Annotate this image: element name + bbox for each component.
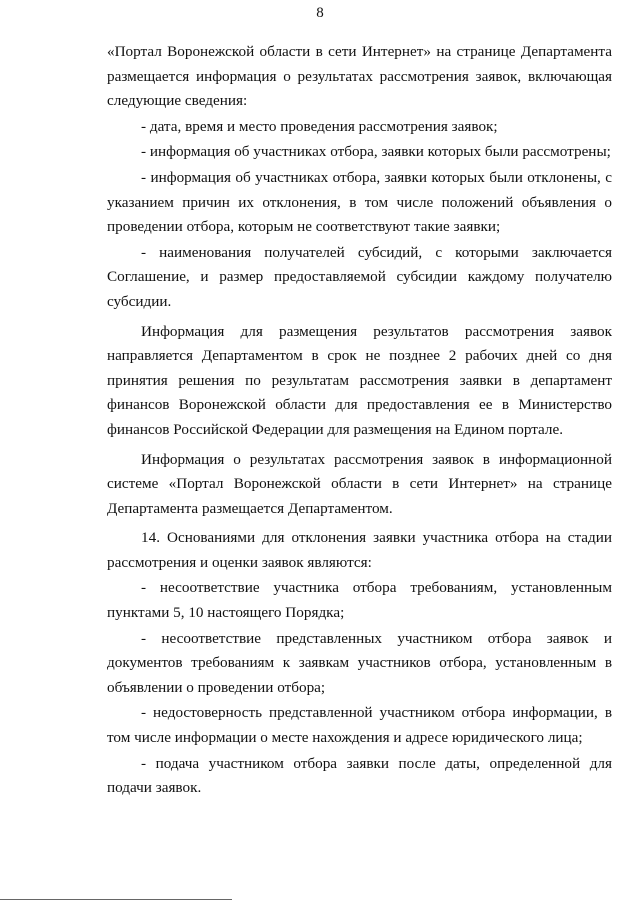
page-number: 8: [316, 5, 324, 21]
footer-divider-line: [0, 899, 232, 900]
paragraph-results-submission: Информация для размещения результатов рассмотрения заявок направляется Департаментом в срок не позднее 2 рабочих дней со дня принятия решения по результатам рассмотрения заявки в департамент финансов Воронежской области для предоставления ее в Министерство финансов Российской Федерации для размещения на Едином портале.: [107, 322, 612, 438]
list-item-false-information: - недостоверность представленной участником отбора информации, в том числе информации о месте нахождения и адресе юридического лица;: [107, 704, 612, 747]
list-item-subsidy-recipients: - наименования получателей субсидий, с которыми заключается Соглашение, и размер предоставляемой субсидии каждому получателю субсидии.: [107, 243, 612, 310]
list-item-rejected-participants: - информация об участниках отбора, заявки которых были отклонены, с указанием причин их отклонения, в том числе положений объявления о проведении отбора, которым не соответствуют такие заявки;: [107, 168, 612, 236]
list-item-documents-mismatch: - несоответствие представленных участником отбора заявок и документов требованиям к заявкам участников отбора, установленным в объявлении о проведении отбора;: [107, 629, 612, 696]
list-item-late-submission: - подача участником отбора заявки после даты, определенной для подачи заявок.: [107, 754, 612, 797]
paragraph-section-14: 14. Основаниями для отклонения заявки участника отбора на стадии рассмотрения и оценки заявок являются:: [107, 529, 612, 571]
document-body: [107, 40, 612, 801]
list-item-date-time-place: - дата, время и место проведения рассмотрения заявок;: [141, 117, 498, 135]
list-item-requirements-mismatch: - несоответствие участника отбора требованиям, установленным пунктами 5, 10 настоящего Порядка;: [107, 579, 612, 622]
paragraph-portal-info: «Портал Воронежской области в сети Интернет» на странице Департамента размещается информация о результатах рассмотрения заявок, включающая следующие сведения:: [107, 43, 612, 110]
paragraph-results-publication: Информация о результатах рассмотрения заявок в информационной системе «Портал Воронежской области в сети Интернет» на странице Департамента размещается Департаментом.: [107, 450, 612, 517]
list-item-reviewed-participants: - информация об участниках отбора, заявки которых были рассмотрены;: [141, 143, 611, 161]
